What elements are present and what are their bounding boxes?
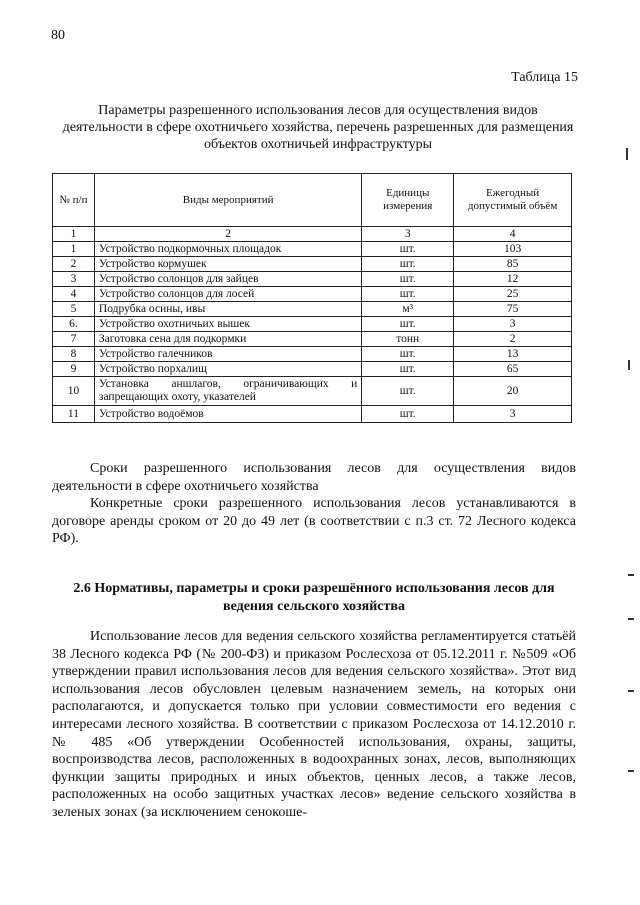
column-number: 1	[53, 227, 95, 242]
row-activity: Устройство галечников	[94, 347, 361, 362]
row-volume: 25	[454, 287, 572, 302]
margin-mark	[628, 690, 634, 692]
header-unit: Единицы измерения	[362, 174, 454, 227]
row-number: 5	[53, 302, 95, 317]
header-number: № п/п	[53, 174, 95, 227]
table-row	[53, 332, 572, 347]
row-unit: м³	[362, 302, 454, 317]
row-unit: шт.	[362, 406, 454, 423]
row-number: 10	[53, 377, 95, 406]
row-volume: 12	[454, 272, 572, 287]
table-title: Параметры разрешенного использования лесов для осуществления видов деятельности в сфере охотничьего хозяйства, перечень разрешенных для размещения объектов охотничьей инфраструктуры	[62, 103, 574, 152]
table-row	[53, 287, 572, 302]
row-unit: шт.	[362, 317, 454, 332]
table-row	[53, 347, 572, 362]
row-number: 4	[53, 287, 95, 302]
row-activity: Устройство солонцов для зайцев	[94, 272, 361, 287]
row-volume: 85	[454, 257, 572, 272]
table-row	[53, 242, 572, 257]
row-unit: шт.	[362, 272, 454, 287]
margin-mark	[628, 574, 634, 576]
table-row	[53, 406, 572, 423]
row-number: 3	[53, 272, 95, 287]
row-activity: Устройство кормушек	[94, 257, 361, 272]
margin-mark	[628, 770, 634, 772]
page-number: 80	[51, 28, 65, 43]
activities-table	[52, 173, 572, 423]
row-volume: 2	[454, 332, 572, 347]
row-volume: 3	[454, 406, 572, 423]
paragraph-lease-terms: Конкретные сроки разрешенного использования лесов устанавливаются в договоре аренды сроком от 20 до 49 лет (в соответствии с п.3 ст. 72 Лесного кодекса РФ).	[52, 496, 576, 547]
table-header-row	[53, 174, 572, 227]
row-unit: шт.	[362, 362, 454, 377]
row-volume: 75	[454, 302, 572, 317]
row-activity: Устройство водоёмов	[94, 406, 361, 423]
header-activity: Виды мероприятий	[94, 174, 361, 227]
row-activity: Устройство порхалищ	[94, 362, 361, 377]
column-number-row	[53, 227, 572, 242]
margin-mark	[628, 360, 630, 370]
row-unit: шт.	[362, 257, 454, 272]
table-row	[53, 377, 572, 406]
row-number: 9	[53, 362, 95, 377]
row-unit: тонн	[362, 332, 454, 347]
table-row	[53, 272, 572, 287]
column-number: 4	[454, 227, 572, 242]
row-activity: Устройство солонцов для лосей	[94, 287, 361, 302]
row-activity: Устройство подкормочных площадок	[94, 242, 361, 257]
row-volume: 3	[454, 317, 572, 332]
row-volume: 20	[454, 377, 572, 406]
margin-mark	[626, 148, 628, 160]
row-volume: 13	[454, 347, 572, 362]
column-number: 2	[94, 227, 361, 242]
row-number: 1	[53, 242, 95, 257]
margin-mark	[628, 618, 634, 620]
header-volume: Ежегодный допустимый объём	[454, 174, 572, 227]
paragraph-terms: Сроки разрешенного использования лесов для осуществления видов деятельности в сфере охотничьего хозяйства	[52, 461, 576, 494]
table-row	[53, 302, 572, 317]
table-row	[53, 317, 572, 332]
row-volume: 65	[454, 362, 572, 377]
paragraph-agriculture: Использование лесов для ведения сельского хозяйства регламентируется статьёй 38 Лесного кодекса РФ (№ 200-ФЗ) и приказом Рослесхоза от 05.12.2011 г. №509 «Об утверждении правил использования лесов для ведения сельского хозяйства». Этот вид использования лесов обусловлен целевым назначением земель, на которых они располагаются, и допускается только при условии совместимости его ведения с интересами лесного хозяйства. В соответствии с приказом Рослесхоза от 14.12.2010 г. № 485 «Об утверждении Особенностей использования, охраны, защиты, воспроизводства лесов, расположенных в водоохранных зонах, лесов, выполняющих функции защиты природных и иных объектов, ценных лесов, а также лесов, расположенных на особо защитных участках лесов» ведение сельского хозяйства в зеленых зонах (за исключением сенокоше-	[52, 629, 576, 820]
row-number: 6.	[53, 317, 95, 332]
row-unit: шт.	[362, 242, 454, 257]
row-activity: Подрубка осины, ивы	[94, 302, 361, 317]
row-activity: Заготовка сена для подкормки	[94, 332, 361, 347]
row-activity: Устройство охотничьих вышек	[94, 317, 361, 332]
column-number: 3	[362, 227, 454, 242]
row-unit: шт.	[362, 377, 454, 406]
section-heading: 2.6 Нормативы, параметры и сроки разрешённого использования лесов для ведения сельского хозяйства	[73, 581, 555, 614]
row-number: 11	[53, 406, 95, 423]
row-unit: шт.	[362, 287, 454, 302]
row-number: 8	[53, 347, 95, 362]
row-number: 7	[53, 332, 95, 347]
table-row	[53, 257, 572, 272]
row-unit: шт.	[362, 347, 454, 362]
row-number: 2	[53, 257, 95, 272]
table-row	[53, 362, 572, 377]
row-activity: Установка аншлагов, ограничивающих и запрещающих охоту, указателей	[94, 377, 361, 406]
row-volume: 103	[454, 242, 572, 257]
table-label: Таблица 15	[511, 70, 578, 85]
